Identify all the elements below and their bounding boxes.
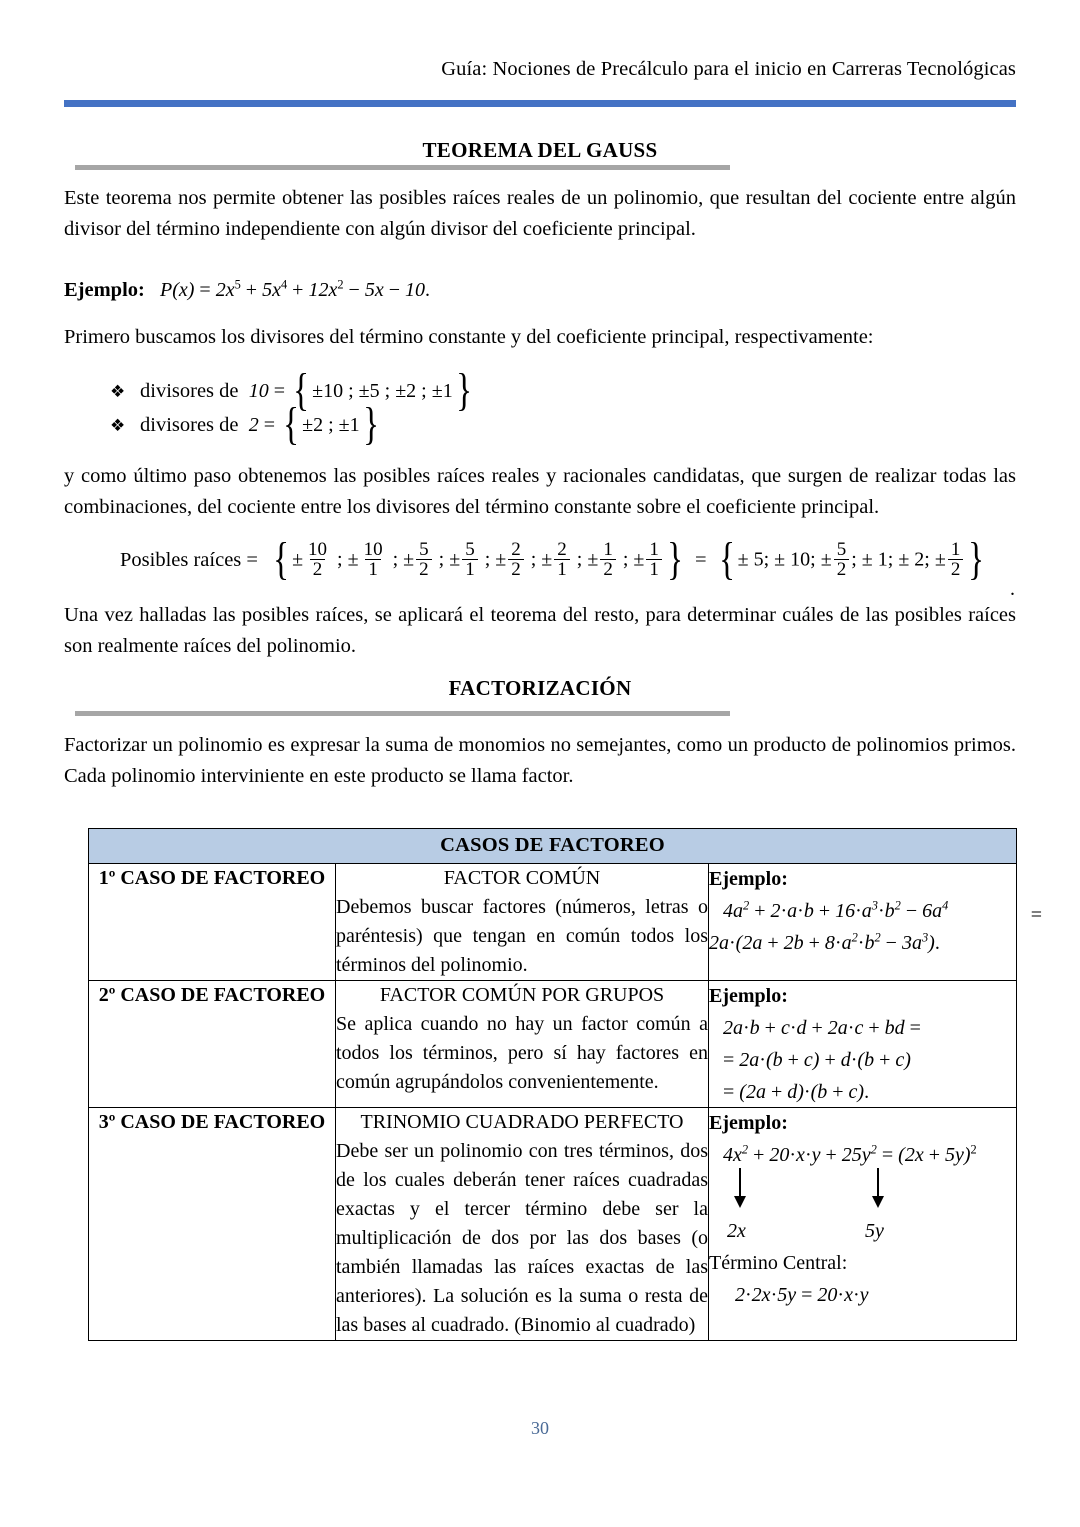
possible-roots-left-set: ± $\frac{10}{2}$ ; ± $\frac{10}{1}$ ; ± $\frac{5}{2}$ ; ± $\frac{5}{1}$ ; ± $\frac{2}{2}$ ; ± $\frac{2}{1}$ ; ± $\frac{1}{2}$ ; ± $\frac{1}{1}$ [292, 541, 664, 581]
case-description-1 [336, 864, 709, 981]
case-label-3: 3º CASO DE FACTOREO [89, 1108, 336, 1341]
example-line-3a: $4x^2 + 20\cdot x\cdot y + 25y^2 = (2x + 5y)^2$ [723, 1142, 977, 1166]
gauss-example-label: Ejemplo: [64, 279, 145, 301]
factorizacion-intro-paragraph: Factorizar un polinomio es expresar la suma de monomios no semejantes, como un producto de polinomios primos. Cada polinomio interviniente en este producto se llama factor. [64, 734, 1016, 787]
case-description-2 [336, 981, 709, 1108]
fraction: $\frac{1}{1}$ [646, 540, 662, 580]
plus-minus-sign: ± [347, 548, 359, 571]
plus-minus-sign: ± [774, 548, 786, 571]
table-row [89, 981, 1017, 1108]
possible-roots-equation: Posibles raíces = { ± $\frac{10}{2}$ ; ± $\frac{10}{1}$ ; ± $\frac{5}{2}$ ; ± $\frac{5}{1}$ ; ± $\frac{2}{2}$ ; ± $\frac{2}{1}$ ; ± $\frac{1}{2}$ ; ± $\frac{1}{1}$ } = { ± 5; ± 10; ± $\frac{5}{2}$ ; ± 1; ± 2; ± $\frac{1}{2}$ } [120, 532, 985, 584]
fraction: $\frac{2}{1}$ [554, 540, 570, 580]
plus-minus-sign: ± [820, 548, 832, 571]
gauss-example-formula: $P(x) = 2x^5 + 5x^4 + 12x^2 - 5x - 10$. [149, 277, 430, 301]
section-title-factorizacion: FACTORIZACIÓN [448, 676, 632, 700]
case-label-2: 2º CASO DE FACTOREO [89, 981, 336, 1108]
plus-minus-sign: ± [292, 548, 304, 571]
arrow-down-icon-left [739, 1168, 741, 1198]
fraction: $\frac{1}{2}$ [600, 540, 616, 580]
fraction: $\frac{2}{2}$ [508, 540, 524, 580]
example-line-2c: = (2a + d)·(b + c). [723, 1081, 870, 1103]
gauss-step1-paragraph: Primero buscamos los divisores del término constante y del coeficiente principal, respectivamente: [64, 326, 874, 348]
plus-minus-sign: ± [403, 548, 415, 571]
case-body-2: Se aplica cuando no hay un factor común a todos los términos, pero sí hay factores en común agrupándolos convenientemente. [336, 1013, 708, 1093]
plus-minus-sign: ± [934, 548, 946, 571]
base-right-label: 5y [865, 1220, 884, 1242]
example-label-3: Ejemplo: [709, 1112, 788, 1134]
base-arrows [709, 1170, 1016, 1216]
divisor-10-text: divisores de 10 = { ±10 ; ±5 ; ±2 ; ±1} [140, 364, 472, 416]
running-header: Guía: Nociones de Precálculo para el inicio en Carreras Tecnológicas [441, 58, 1016, 80]
header-blue-rule [64, 100, 1016, 107]
fraction: $\frac{5}{2}$ [416, 540, 432, 580]
fraction: $\frac{1}{2}$ [948, 540, 964, 580]
case-description-3 [336, 1108, 709, 1341]
divisor-2-text: divisores de 2 = { ±2 ; ±1} [140, 398, 379, 450]
roots-trailing-period: . [1010, 578, 1015, 600]
case-title-1: FACTOR COMÚN [443, 867, 601, 889]
section-title-gauss: TEOREMA DEL GAUSS [422, 138, 658, 162]
example-1-equals-overflow: = [1030, 904, 1043, 926]
possible-roots-label: Posibles raíces = [120, 549, 258, 572]
fraction: $\frac{10}{2}$ [308, 539, 328, 581]
casos-de-factoreo-table [88, 828, 1043, 1341]
section-rule-gauss [75, 165, 730, 170]
table-row [89, 864, 1017, 981]
arrow-down-icon-right [877, 1168, 879, 1198]
gauss-intro-paragraph: Este teorema nos permite obtener las posibles raíces reales de un polinomio, que resultan del cociente entre algún divisor del término independiente con algún divisor del coeficiente principal. [64, 187, 1016, 240]
central-term-label: Término Central: [709, 1252, 848, 1274]
case-example-3 [709, 1108, 1017, 1341]
case-example-2 [709, 981, 1017, 1108]
diamond-bullet-icon: ❖ [110, 382, 126, 402]
gauss-step2-paragraph: y como último paso obtenemos las posibles raíces reales y racionales candidatas, que surgen de realizar todas las combinaciones, del cociente entre los divisores del término constante sobre el coeficiente principal. [64, 465, 1016, 518]
table-title-cell: CASOS DE FACTOREO [89, 829, 1017, 864]
base-labels-row [709, 1216, 1016, 1246]
central-term-formula: 2·2x·5y = 20·x·y [735, 1284, 869, 1306]
diamond-bullet-icon: ❖ [110, 416, 126, 436]
example-line-1b: $2a\cdot(2a + 2b + 8\cdot a^2\cdot b^2 - 3a^3)$. [709, 930, 940, 954]
plus-minus-sign: ± [737, 548, 749, 571]
fraction: $\frac{5}{2}$ [834, 540, 850, 580]
plus-minus-sign: ± [541, 548, 553, 571]
plus-minus-sign: ± [449, 548, 461, 571]
section-rule-factorizacion [75, 711, 730, 716]
page-number: 30 [531, 1418, 549, 1438]
case-title-2: FACTOR COMÚN POR GRUPOS [379, 984, 665, 1006]
case-label-1: 1º CASO DE FACTOREO [89, 864, 336, 981]
example-line-1a: $4a^2 + 2\cdot a\cdot b + 16\cdot a^3\cdot b^2 - 6a^4$ [723, 898, 949, 922]
example-label-1: Ejemplo: [709, 868, 788, 890]
possible-roots-right-set: ± 5; ± 10; ± $\frac{5}{2}$ ; ± 1; ± 2; ± $\frac{1}{2}$ [738, 541, 966, 581]
example-line-2a: 2a·b + c·d + 2a·c + bd = [723, 1017, 921, 1039]
case-title-3: TRINOMIO CUADRADO PERFECTO [360, 1111, 684, 1133]
case-example-1 [709, 864, 1043, 981]
divisor-bullet-list [110, 364, 810, 450]
example-label-2: Ejemplo: [709, 985, 788, 1007]
example-line-2b: = 2a·(b + c) + d·(b + c) [723, 1049, 911, 1071]
base-left-label: 2x [727, 1220, 746, 1242]
plus-minus-sign: ± [898, 548, 910, 571]
plus-minus-sign: ± [861, 548, 873, 571]
table-row [89, 1108, 1017, 1341]
roots-equals-sign: = [694, 549, 707, 572]
gauss-example-line [64, 275, 1016, 306]
case-body-3: Debe ser un polinomio con tres términos, dos de los cuales deberán tener raíces cuadradas exactas y el tercer término debe ser la multiplicación de dos por las dos bases (o también llamadas las raíces exactas de las anteriores). La solución es la suma o resta de las bases al cuadrado. (Binomio al cuadrado) [336, 1140, 708, 1336]
case-body-1: Debemos buscar factores (números, letras o paréntesis) que tengan en común todos los términos del polinomio. [336, 896, 708, 976]
fraction: $\frac{10}{1}$ [363, 539, 383, 581]
fraction: $\frac{5}{1}$ [462, 540, 478, 580]
plus-minus-sign: ± [495, 548, 507, 571]
plus-minus-sign: ± [633, 548, 645, 571]
plus-minus-sign: ± [587, 548, 599, 571]
list-item [110, 364, 810, 416]
gauss-closing-paragraph: Una vez halladas las posibles raíces, se aplicará el teorema del resto, para determinar cuáles de las posibles raíces son realmente raíces del polinomio. [64, 604, 1016, 657]
table-header-row [89, 829, 1017, 864]
